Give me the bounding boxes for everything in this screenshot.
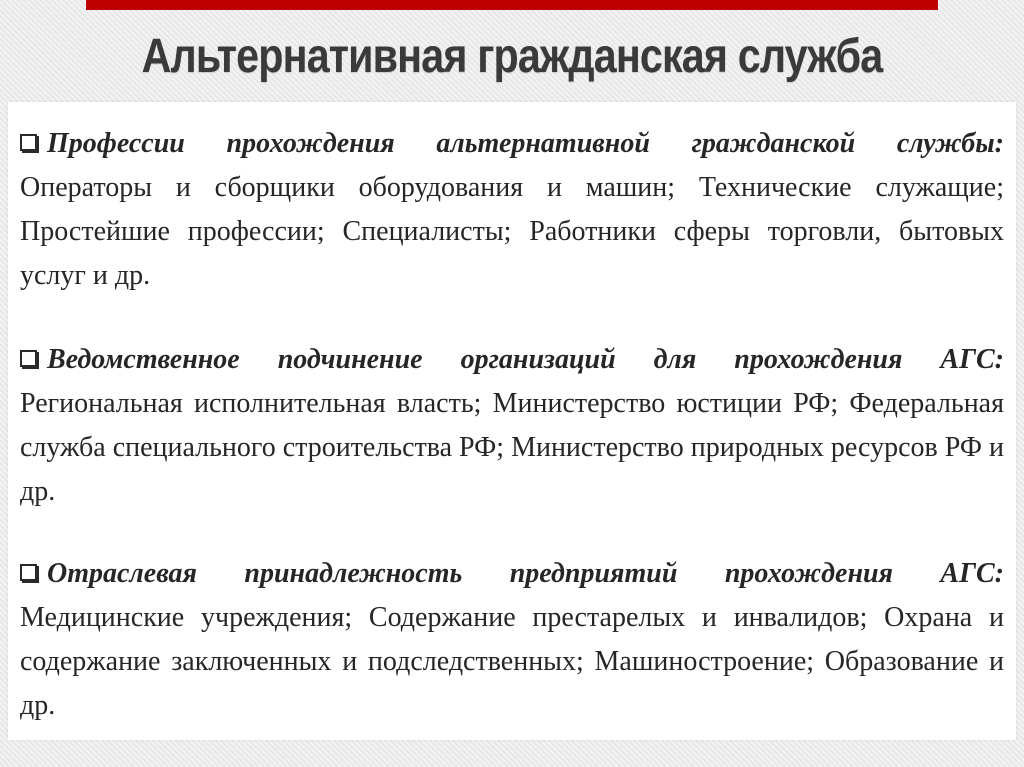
checkbox-square-icon <box>20 564 37 581</box>
section-lead: Ведомственное подчинение организаций для прохождения АГС: <box>47 344 1004 375</box>
section-text: Медицинские учреждения; Содержание престарелых и инвалидов; Охрана и содержание заключенных и подследственных; Машиностроение; Образование и др. <box>20 602 1004 721</box>
checkbox-square-icon <box>20 134 37 151</box>
section-text: Региональная исполнительная власть; Министерство юстиции РФ; Федеральная служба специального строительства РФ; Министерство природных ресурсов РФ и др. <box>20 388 1004 507</box>
accent-bar <box>86 0 938 10</box>
content-panel <box>8 102 1016 740</box>
section-industries <box>20 552 1004 728</box>
slide-title: Альтернативная гражданская служба <box>141 30 883 83</box>
section-departments <box>20 338 1004 514</box>
section-lead: Отраслевая принадлежность предприятий прохождения АГС: <box>47 558 1004 589</box>
section-professions <box>20 122 1004 298</box>
checkbox-square-icon <box>20 350 37 367</box>
section-text: Операторы и сборщики оборудования и машин; Технические служащие; Простейшие профессии; Специалисты; Работники сферы торговли, бытовых услуг и др. <box>20 172 1004 291</box>
section-lead: Профессии прохождения альтернативной гражданской службы: <box>47 128 1004 159</box>
